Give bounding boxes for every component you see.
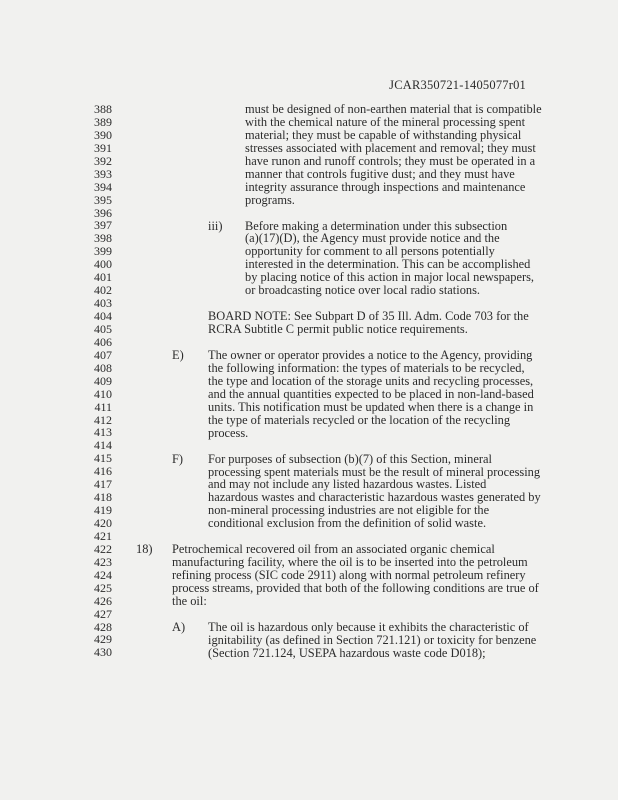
text-line: processing spent materials must be the result of mineral processing — [208, 464, 541, 479]
line-number: 406 — [94, 334, 112, 349]
text-line: and the annual quantities expected to be placed in non-land-based — [208, 386, 534, 401]
line-number: 416 — [94, 464, 112, 479]
line-number: 401 — [94, 270, 112, 285]
line-number: 419 — [94, 503, 112, 518]
line-number: 390 — [94, 127, 112, 142]
list-marker: E) — [172, 348, 184, 362]
list-marker: 18) — [136, 542, 153, 557]
text-line: The oil is hazardous only because it exhibits the characteristic of — [208, 619, 529, 634]
line-number: 418 — [94, 490, 112, 505]
line-number: 407 — [94, 347, 112, 362]
document-id: JCAR350721-1405077r01 — [389, 78, 526, 92]
text-line: stresses associated with placement and removal; they must — [245, 140, 536, 155]
line-number: 399 — [94, 244, 112, 259]
line-number: 425 — [94, 580, 112, 595]
line-number: 394 — [94, 179, 112, 194]
line-number: 423 — [94, 554, 112, 569]
text-line: RCRA Subtitle C permit public notice requirements. — [208, 322, 468, 337]
text-line: programs. — [245, 192, 295, 207]
line-number: 409 — [94, 373, 112, 388]
text-line: Before making a determination under this subsection — [245, 218, 508, 233]
paragraph-428 — [208, 621, 536, 660]
text-line: process. — [208, 425, 249, 440]
paragraph-415 — [208, 453, 541, 531]
list-marker: F) — [172, 451, 184, 466]
text-line: the type and location of the storage units and recycling processes, — [208, 373, 534, 388]
line-number: 411 — [94, 399, 112, 414]
line-number: 388 — [94, 102, 112, 116]
text-line: and may not include any listed hazardous wastes. Listed — [208, 477, 487, 492]
paragraph-397 — [245, 220, 534, 298]
text-line: with the chemical nature of the mineral processing spent — [245, 114, 526, 129]
line-number: 410 — [94, 386, 112, 401]
text-line: Petrochemical recovered oil from an associated organic chemical — [172, 542, 495, 557]
text-line: conditional exclusion from the definition of solid waste. — [208, 516, 487, 531]
text-line: BOARD NOTE: See Subpart D of 35 Ill. Adm. Code 703 for the — [208, 309, 529, 324]
line-number: 422 — [94, 541, 112, 556]
text-line: the following information: the types of materials to be recycled, — [208, 360, 525, 375]
line-number: 424 — [94, 567, 112, 582]
text-line: (a)(17)(D), the Agency must provide notice and the — [245, 231, 500, 246]
line-number: 400 — [94, 257, 112, 272]
line-number: 415 — [94, 451, 112, 466]
line-number: 397 — [94, 218, 112, 233]
list-marker: A) — [172, 619, 186, 634]
line-number: 413 — [94, 425, 112, 440]
line-number: 393 — [94, 166, 112, 181]
text-line: integrity assurance through inspections and maintenance — [245, 179, 526, 194]
text-line: (Section 721.124, USEPA hazardous waste code D018); — [208, 645, 486, 660]
line-number: 404 — [94, 309, 112, 323]
text-line: process streams, provided that both of the following conditions are true of — [172, 581, 539, 595]
text-line: opportunity for comment to all persons potentially — [245, 244, 495, 259]
text-line: the type of materials recycled or the location of the recycling — [208, 412, 511, 427]
line-number: 391 — [94, 140, 112, 155]
text-line: refining process (SIC code 2911) along with normal petroleum refinery — [172, 568, 526, 583]
line-number: 426 — [94, 593, 112, 608]
text-line: hazardous wastes and characteristic hazardous wastes generated by — [208, 490, 541, 505]
text-line: material; they must be capable of withstanding physical — [245, 127, 522, 142]
line-number: 429 — [94, 632, 112, 647]
line-number: 398 — [94, 231, 112, 246]
line-number: 428 — [94, 619, 112, 634]
text-line: manufacturing facility, where the oil is to be inserted into the petroleum — [172, 555, 528, 570]
line-number: 396 — [94, 205, 112, 220]
text-line: have runon and runoff controls; they must be operated in a — [245, 153, 536, 168]
line-number: 395 — [94, 192, 112, 207]
text-line: manner that controls fugitive dust; and they must have — [245, 166, 515, 181]
line-number: 392 — [94, 153, 112, 168]
text-line: For purposes of subsection (b)(7) of this Section, mineral — [208, 451, 492, 466]
text-line: interested in the determination. This can be accomplished — [245, 257, 531, 272]
text-line: ignitability (as defined in Section 721.121) or toxicity for benzene — [208, 632, 537, 647]
line-number: 403 — [94, 296, 112, 311]
text-line: The owner or operator provides a notice to the Agency, providing — [208, 348, 533, 362]
paragraph-388 — [245, 103, 542, 207]
line-number: 417 — [94, 477, 112, 492]
paragraph-407 — [208, 349, 534, 440]
line-number: 405 — [94, 321, 112, 336]
line-number-column — [76, 103, 112, 659]
line-number: 427 — [94, 606, 112, 621]
paragraph-422 — [172, 543, 539, 608]
line-number: 430 — [94, 645, 112, 660]
text-line: non-mineral processing industries are not eligible for the — [208, 503, 490, 518]
line-number: 420 — [94, 516, 112, 530]
list-marker: iii) — [208, 218, 223, 233]
text-line: the oil: — [172, 593, 207, 608]
line-number: 414 — [94, 438, 112, 453]
board-note — [208, 310, 529, 336]
text-line: by placing notice of this action in major local newspapers, — [245, 270, 535, 285]
line-number: 421 — [94, 528, 112, 543]
line-number: 389 — [94, 114, 112, 129]
text-line: must be designed of non-earthen material that is compatible — [245, 102, 542, 116]
text-line: units. This notification must be updated when there is a change in — [208, 399, 534, 414]
line-number: 408 — [94, 360, 112, 375]
line-number: 412 — [94, 412, 112, 427]
text-line: or broadcasting notice over local radio stations. — [245, 283, 481, 298]
line-number: 402 — [94, 283, 112, 298]
